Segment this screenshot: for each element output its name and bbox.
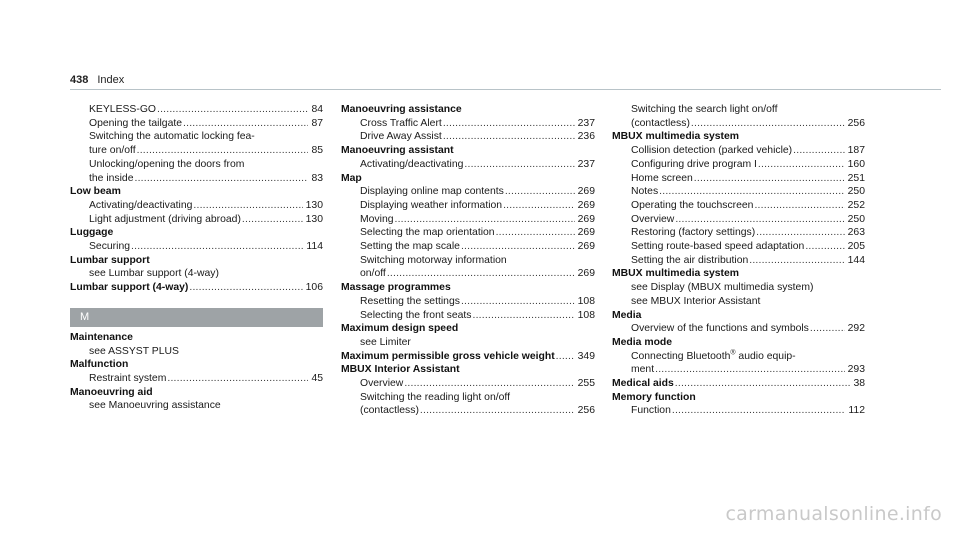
index-entry-line: Connecting Bluetooth® audio equip- [631, 349, 796, 362]
index-heading-map: Map [341, 172, 362, 184]
index-entry[interactable]: Restoring (factory settings) ..... 263 [631, 226, 865, 240]
index-heading-manoeuvring-aid: Manoeuvring aid [70, 386, 153, 398]
see-reference[interactable]: see Limiter [360, 336, 411, 348]
index-heading-mbux-interior-assistant: MBUX Interior Assistant [341, 364, 460, 376]
index-entry-heading[interactable]: Medical aids ..... 38 [612, 377, 865, 391]
index-entry-line: Switching motorway information [360, 254, 507, 266]
index-heading-media-mode: Media mode [612, 336, 673, 348]
header-divider [70, 89, 941, 90]
index-column-1 [70, 103, 323, 413]
index-entry[interactable]: Resetting the settings ..... 108 [360, 295, 595, 309]
index-entry[interactable]: Selecting the front seats ..... 108 [360, 309, 595, 323]
see-reference[interactable]: see Lumbar support (4-way) [89, 268, 219, 280]
index-entry[interactable]: the inside ..... 83 [89, 172, 323, 186]
index-entry[interactable]: Displaying online map contents ..... 269 [360, 185, 595, 199]
index-entry-heading[interactable]: Maximum permissible gross vehicle weight ..... 349 [341, 350, 595, 364]
index-heading-mbux-multimedia-system: MBUX multimedia system [612, 131, 740, 143]
index-entry[interactable]: Setting the map scale ..... 269 [360, 240, 595, 254]
index-entry[interactable]: Activating/deactivating ..... 237 [360, 158, 595, 172]
index-entry[interactable]: Displaying weather information ..... 269 [360, 199, 595, 213]
index-entry[interactable]: (contactless) ..... 256 [360, 404, 595, 418]
index-entry[interactable]: Configuring drive program I ..... 160 [631, 158, 865, 172]
index-entry[interactable]: Collision detection (parked vehicle) ..... 187 [631, 144, 865, 158]
index-entry-heading[interactable]: Lumbar support (4-way) ..... 106 [70, 281, 323, 295]
index-entry[interactable]: on/off ..... 269 [360, 267, 595, 281]
index-entry[interactable]: KEYLESS-GO ..... 84 [89, 103, 323, 117]
index-entry[interactable]: Moving ..... 269 [360, 213, 595, 227]
section-letter-bar: M [70, 308, 323, 327]
index-heading-manoeuvring-assistant: Manoeuvring assistant [341, 145, 454, 157]
index-entry[interactable]: Restraint system ..... 45 [89, 372, 323, 386]
index-entry[interactable]: Securing ..... 114 [89, 240, 323, 254]
index-entry[interactable]: Setting route-based speed adaptation ..... 205 [631, 240, 865, 254]
index-entry[interactable]: Opening the tailgate ..... 87 [89, 117, 323, 131]
index-entry[interactable]: Light adjustment (driving abroad) ..... 130 [89, 213, 323, 227]
index-entry[interactable]: Notes ..... 250 [631, 185, 865, 199]
see-reference[interactable]: see MBUX Interior Assistant [631, 295, 761, 307]
page-header [70, 74, 124, 86]
index-heading-mbux-multimedia-system-2: MBUX multimedia system [612, 268, 740, 280]
see-reference[interactable]: see ASSYST PLUS [89, 345, 179, 357]
index-heading-low-beam: Low beam [70, 186, 121, 198]
index-entry[interactable]: Overview ..... 250 [631, 213, 865, 227]
index-heading-memory-function: Memory function [612, 391, 696, 403]
index-heading-maximum-design-speed: Maximum design speed [341, 323, 459, 335]
index-entry[interactable]: Operating the touchscreen ..... 252 [631, 199, 865, 213]
index-heading-malfunction: Malfunction [70, 359, 129, 371]
index-column-2 [341, 103, 595, 418]
index-column-3 [612, 103, 865, 418]
index-heading-massage-programmes: Massage programmes [341, 282, 451, 294]
index-entry[interactable]: Drive Away Assist ..... 236 [360, 130, 595, 144]
index-entry[interactable]: Activating/deactivating ..... 130 [89, 199, 323, 213]
see-reference[interactable]: see Manoeuvring assistance [89, 400, 221, 412]
index-heading-lumbar-support: Lumbar support [70, 254, 150, 266]
index-entry[interactable]: Function ..... 112 [631, 404, 865, 418]
index-heading-manoeuvring-assistance: Manoeuvring assistance [341, 104, 462, 115]
index-entry-line: Unlocking/opening the doors from [89, 158, 245, 170]
index-entry[interactable]: Overview of the functions and symbols ..... 292 [631, 322, 865, 336]
page-title: Index [97, 74, 125, 86]
index-entry[interactable]: Setting the air distribution ..... 144 [631, 254, 865, 268]
page-number: 438 [70, 74, 89, 86]
index-entry[interactable]: Selecting the map orientation ..... 269 [360, 226, 595, 240]
index-entry[interactable]: (contactless) ..... 256 [631, 117, 865, 131]
index-entry[interactable]: ture on/off ..... 85 [89, 144, 323, 158]
watermark: carmanualsonline.info [725, 503, 942, 525]
index-entry[interactable]: ment ..... 293 [631, 363, 865, 377]
index-entry[interactable]: Overview ..... 255 [360, 377, 595, 391]
index-entry[interactable]: Home screen ..... 251 [631, 172, 865, 186]
index-entry[interactable]: Cross Traffic Alert ..... 237 [360, 117, 595, 131]
index-entry-line: Switching the automatic locking fea- [89, 131, 255, 143]
index-heading-media: Media [612, 309, 642, 321]
index-entry-line: Switching the search light on/off [631, 104, 778, 115]
index-heading-luggage: Luggage [70, 227, 114, 239]
index-entry-line: Switching the reading light on/off [360, 391, 510, 403]
index-heading-maintenance: Maintenance [70, 331, 133, 343]
see-reference[interactable]: see Display (MBUX multimedia system) [631, 282, 814, 294]
